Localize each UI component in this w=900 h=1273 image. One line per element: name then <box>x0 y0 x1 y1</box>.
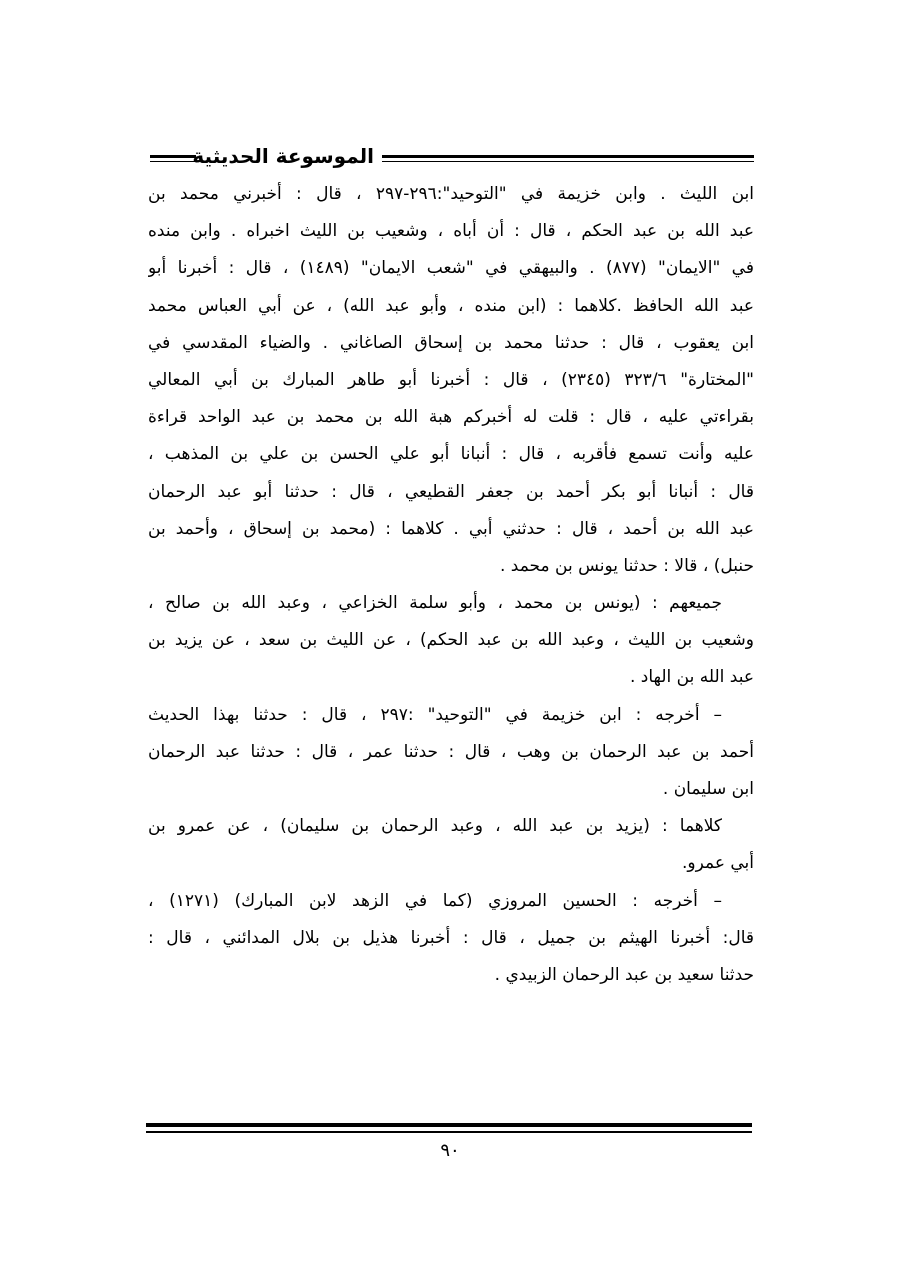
text-line: "المختارة" ٣٢٣/٦ (٢٣٤٥) ، قال : أخبرنا أبو طاهر المبارك بن أبي المعالي <box>148 369 754 390</box>
text-line: أبي عمرو. <box>682 853 754 874</box>
text-line: عليه وأنت تسمع فأقربه ، قال : أنبانا أبو علي الحسن بن علي بن المذهب ، <box>148 444 754 465</box>
text-line: في "الايمان" (٨٧٧) . والبيهقي في "شعب الايمان" (١٤٨٩) ، قال : أخبرنا أبو <box>148 258 754 279</box>
text-line: وشعيب بن الليث ، وعبد الله بن عبد الحكم) ، عن الليث بن سعد ، عن يزيد بن <box>148 630 754 651</box>
text-line: كلاهما : (يزيد بن عبد الله ، وعبد الرحمان بن سليمان) ، عن عمرو بن <box>148 816 722 837</box>
text-line: عبد الله بن عبد الحكم ، قال : أن أباه ، وشعيب بن الليث اخبراه . وابن منده <box>148 221 754 242</box>
text-line: – أخرجه : ابن خزيمة في "التوحيد" :٢٩٧ ، قال : حدثنا بهذا الحديث <box>148 704 722 725</box>
text-line: قال : أنبانا أبو بكر أحمد بن جعفر القطيعي ، قال : حدثنا أبو عبد الرحمان <box>148 481 754 502</box>
running-header <box>148 141 754 173</box>
page-number: ٩٠ <box>440 1140 460 1161</box>
text-line: حنبل) ، قالا : حدثنا يونس بن محمد . <box>499 555 754 576</box>
header-rule-right <box>382 155 754 162</box>
text-line: عبد الله الحافظ .كلاهما : (ابن منده ، وأبو عبد الله) ، عن أبي العباس محمد <box>148 295 754 316</box>
text-line: ابن يعقوب ، قال : حدثنا محمد بن إسحاق الصاغاني . والضياء المقدسي في <box>148 332 754 353</box>
header-title: الموسوعة الحديثية <box>192 144 374 168</box>
body-text <box>148 176 754 994</box>
text-line: قال: أخبرنا الهيثم بن جميل ، قال : أخبرنا هذيل بن بلال المدائني ، قال : <box>148 927 754 948</box>
text-line: بقراءتي عليه ، قال : قلت له أخبركم هبة الله بن محمد بن عبد الواحد قراءة <box>148 407 754 428</box>
text-line: – أخرجه : الحسين المروزي (كما في الزهد لابن المبارك) (١٢٧١) ، <box>148 890 722 911</box>
text-line: عبد الله بن الهاد . <box>629 667 754 688</box>
footer-rule <box>146 1123 752 1133</box>
header-rule-left <box>150 155 196 162</box>
text-line: أحمد بن عبد الرحمان بن وهب ، قال : حدثنا عمر ، قال : حدثنا عبد الرحمان <box>148 741 754 762</box>
text-line: ابن الليث . وابن خزيمة في "التوحيد":٢٩٦-٢٩٧ ، قال : أخبرني محمد بن <box>148 184 754 204</box>
text-line: عبد الله بن أحمد ، قال : حدثني أبي . كلاهما : (محمد بن إسحاق ، وأحمد بن <box>148 518 754 539</box>
text-line: جميعهم : (يونس بن محمد ، وأبو سلمة الخزاعي ، وعبد الله بن صالح ، <box>148 593 722 614</box>
text-line: ابن سليمان . <box>662 779 754 799</box>
text-line: حدثنا سعيد بن عبد الرحمان الزبيدي . <box>494 964 754 985</box>
